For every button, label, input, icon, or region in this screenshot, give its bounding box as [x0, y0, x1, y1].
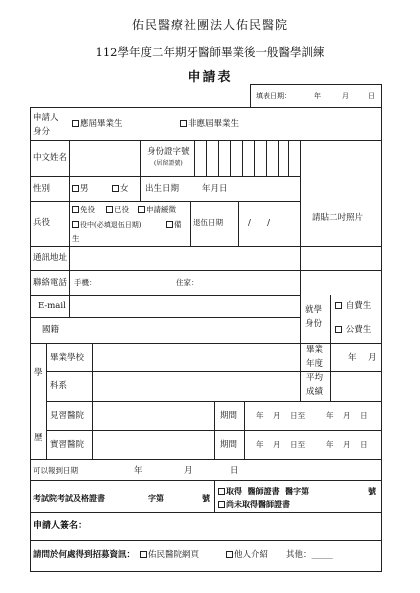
- rule: [30, 459, 382, 460]
- checkbox-icon[interactable]: [218, 488, 225, 495]
- funding-public[interactable]: 公費生: [335, 326, 371, 335]
- photo-label: 請貼二吋照片: [312, 213, 364, 223]
- checkbox-icon[interactable]: [72, 206, 79, 213]
- checkbox-icon[interactable]: [180, 120, 187, 127]
- discharge-label: 退伍日期: [193, 218, 223, 227]
- rule: [30, 317, 300, 318]
- rule: [92, 343, 93, 459]
- applicant-status-label: 身分: [33, 127, 51, 137]
- observe-period-label: 期間: [220, 411, 238, 421]
- birth-label: 出生日期: [145, 184, 180, 194]
- gender-female[interactable]: 女: [112, 185, 129, 194]
- grad-year-unit: 年: [348, 353, 357, 363]
- home-phone-label: 住家：: [176, 278, 199, 287]
- rule: [242, 140, 243, 176]
- grad-year-label: 畢業: [306, 345, 324, 355]
- gpa-label: 平均: [306, 373, 324, 383]
- rule: [30, 480, 382, 481]
- dept-label: 科系: [50, 381, 68, 391]
- school-label: 畢業學校: [50, 353, 85, 363]
- start-date-day: 日: [230, 466, 239, 476]
- source-label: 請問於何處得到招募資訊：: [33, 550, 136, 560]
- military-awaiting[interactable]: 申請緩徵: [138, 206, 176, 214]
- checkbox-icon[interactable]: [226, 551, 233, 558]
- gender-male[interactable]: 男: [72, 185, 89, 194]
- rule: [140, 176, 141, 201]
- form-title: 申請表: [187, 70, 233, 85]
- funding-label: 就學: [305, 305, 323, 315]
- name-label: 中文姓名: [33, 153, 68, 163]
- application-form: [30, 84, 382, 572]
- rule: [218, 140, 219, 176]
- intern-hospital-label: 實習醫院: [50, 440, 85, 450]
- license-obtained[interactable]: 取得 醫師證書 醫字第: [218, 487, 309, 495]
- funding-self[interactable]: 自費生: [335, 302, 371, 311]
- checkbox-icon[interactable]: [335, 326, 342, 333]
- military-serving[interactable]: 役中(必填退伍日期): [72, 221, 141, 229]
- rule: [300, 343, 301, 401]
- gpa-label: 成績: [306, 387, 324, 397]
- education-side-label: 歷: [34, 433, 43, 443]
- intern-period-to: 年 月 日: [326, 440, 368, 449]
- start-date-year: 年: [134, 466, 143, 476]
- rule-top: [250, 84, 382, 85]
- rule: [330, 343, 331, 401]
- rule: [244, 401, 245, 459]
- checkbox-icon[interactable]: [218, 501, 225, 508]
- rule: [206, 140, 207, 176]
- funding-label: 身份: [305, 319, 323, 329]
- observe-hospital-label: 見習醫院: [50, 411, 85, 421]
- start-date-label: 可以報到日期: [33, 466, 78, 475]
- exam-cert-word: 字第: [148, 493, 164, 503]
- opt-current-graduate[interactable]: 應屆畢業生: [72, 120, 123, 129]
- rule: [214, 401, 215, 459]
- hospital-name: 佑民醫療社團法人佑民醫院: [131, 18, 288, 32]
- nationality-label: 國籍: [42, 325, 60, 335]
- intern-period-from: 年 月 日至: [256, 440, 306, 449]
- rule: [30, 512, 382, 513]
- checkbox-icon[interactable]: [112, 185, 119, 192]
- email-label: E-mail: [38, 301, 66, 311]
- discharge-date: / /: [248, 218, 270, 228]
- fill-date-label: 填表日期：: [256, 92, 291, 100]
- rule: [266, 140, 267, 176]
- rule: [30, 176, 300, 177]
- observe-period-from: 年 月 日至: [256, 411, 306, 420]
- mobile-label: 手機：: [74, 278, 97, 287]
- contact-label: 聯絡電話: [33, 278, 68, 288]
- military-done[interactable]: 已役: [106, 206, 129, 214]
- signature-label: 申請人簽名：: [33, 521, 88, 531]
- rule: [238, 201, 239, 246]
- source-website[interactable]: 佑民醫院網頁: [140, 551, 199, 560]
- border-right: [381, 84, 382, 571]
- address-label: 通訊地址: [33, 253, 68, 263]
- checkbox-icon[interactable]: [138, 206, 145, 213]
- rule: [254, 140, 255, 176]
- observe-period-to: 年 月 日: [326, 411, 368, 420]
- education-side-label: 學: [34, 368, 43, 378]
- checkbox-icon[interactable]: [72, 221, 79, 228]
- checkbox-icon[interactable]: [140, 551, 147, 558]
- birth-value: 年月日: [202, 184, 228, 194]
- license-number-suffix: 號: [368, 486, 376, 496]
- rule: [278, 140, 279, 176]
- exam-cert-label: 考試院考試及格證書: [33, 493, 105, 503]
- rule: [30, 295, 300, 296]
- opt-non-current-graduate[interactable]: 非應屆畢業生: [180, 120, 239, 129]
- checkbox-icon[interactable]: [106, 206, 113, 213]
- rule: [69, 140, 70, 317]
- rule: [330, 295, 331, 343]
- start-date-month: 月: [184, 466, 193, 476]
- rule: [30, 107, 382, 108]
- military-alternative-suffix: 生: [72, 234, 80, 243]
- military-alternative[interactable]: 備: [166, 221, 182, 229]
- rule: [140, 140, 141, 176]
- rule: [30, 201, 300, 202]
- rule: [46, 371, 382, 372]
- rule: [194, 140, 195, 176]
- military-label: 兵役: [33, 218, 51, 228]
- rule: [30, 246, 382, 247]
- source-referral[interactable]: 他人介紹: [226, 551, 268, 560]
- grad-month-unit: 月: [368, 353, 377, 363]
- rule: [30, 270, 382, 271]
- license-not-obtained[interactable]: 尚未取得醫師證書: [218, 500, 290, 508]
- id-sublabel: (居留證號): [154, 160, 183, 167]
- checkbox-icon[interactable]: [72, 185, 79, 192]
- rule: [300, 140, 301, 343]
- gender-label: 性別: [33, 184, 51, 194]
- id-label: 身份證字號: [147, 147, 190, 157]
- rule: [30, 540, 382, 541]
- fill-date-day: 日: [368, 92, 375, 100]
- checkbox-icon[interactable]: [335, 302, 342, 309]
- applicant-status-label: 申請人: [33, 113, 59, 123]
- checkbox-icon[interactable]: [166, 221, 173, 228]
- exam-cert-number: 號: [202, 493, 210, 503]
- rule: [214, 480, 215, 512]
- checkbox-icon[interactable]: [72, 120, 79, 127]
- military-exempt[interactable]: 免役: [72, 206, 95, 214]
- rule: [250, 84, 251, 107]
- program-title: 112學年度二年期牙醫師畢業後一般醫學訓練: [95, 45, 325, 59]
- source-other[interactable]: 其他：_____: [286, 550, 333, 560]
- intern-period-label: 期間: [220, 440, 238, 450]
- fill-date-year: 年: [314, 92, 321, 100]
- rule-bottom: [30, 571, 382, 572]
- border-left: [30, 107, 31, 571]
- rule: [230, 140, 231, 176]
- rule: [288, 140, 289, 176]
- rule: [190, 201, 191, 246]
- rule: [46, 343, 47, 459]
- fill-date-month: 月: [342, 92, 349, 100]
- grad-year-label: 年度: [306, 359, 324, 369]
